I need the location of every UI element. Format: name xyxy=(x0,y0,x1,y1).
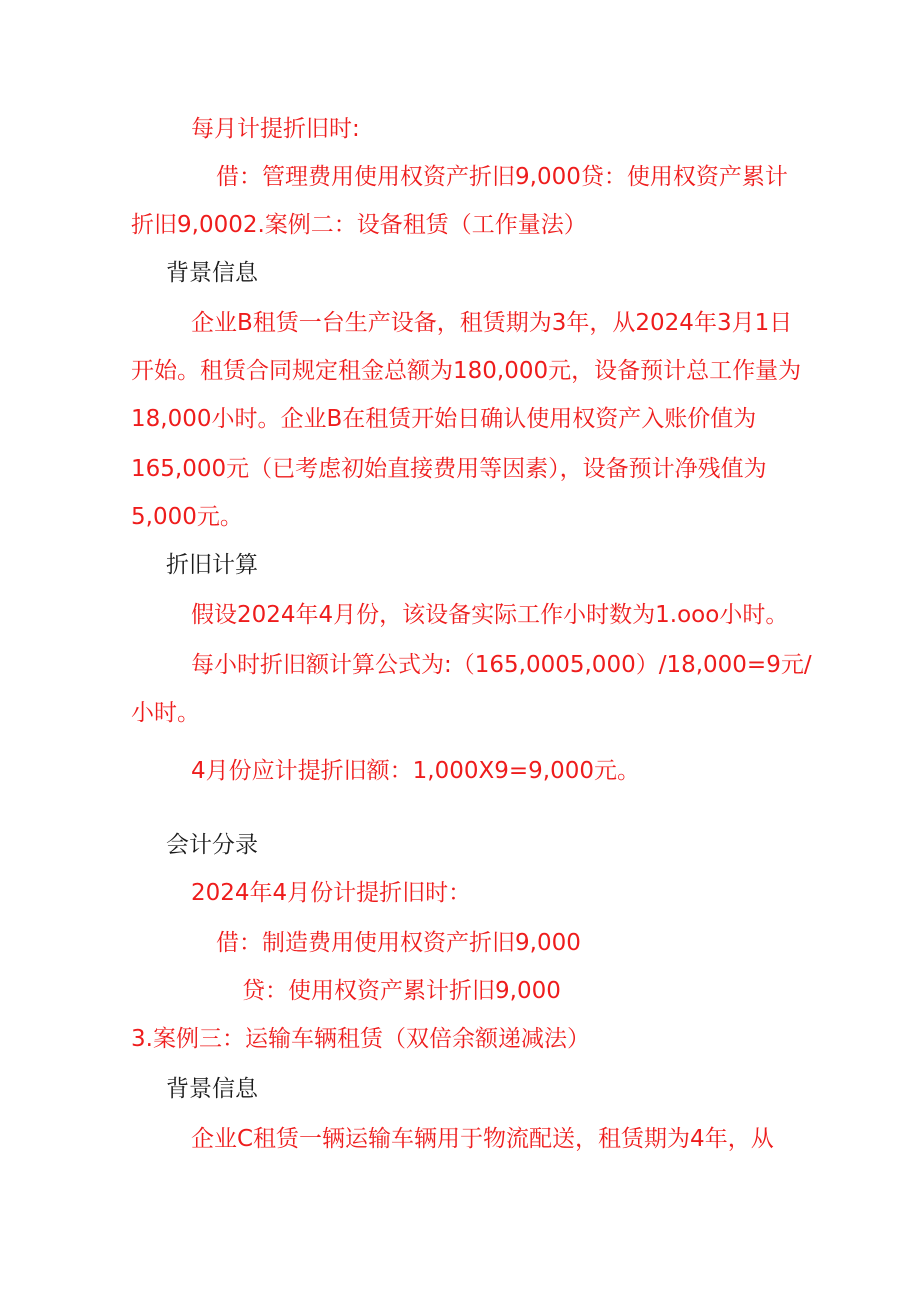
monthly-depreciation-heading: 每月计提折旧时: xyxy=(191,116,360,142)
case3-para-line-1: 企业C租赁一辆运输车辆用于物流配送，租赁期为4年，从 xyxy=(191,1126,774,1152)
april-entry-heading: 2024年4月份计提折旧时： xyxy=(191,880,472,906)
case3-heading: 3.案例三：运输车辆租赁（双倍余额递减法） xyxy=(131,1026,590,1052)
assumption-line: 假设2024年4月份，该设备实际工作小时数为1.ooo小时。 xyxy=(191,602,789,628)
formula-line-2: 小时。 xyxy=(131,700,200,726)
case2-para-line-3: 18,000小时。企业B在租赁开始日确认使用权资产入账价值为 xyxy=(131,406,757,432)
depreciation-calc-heading: 折旧计算 xyxy=(166,552,258,578)
case2-para-line-1: 企业B租赁一台生产设备，租赁期为3年，从2024年3月1日 xyxy=(191,310,793,336)
case2-para-line-2: 开始。租赁合同规定租金总额为180,000元，设备预计总工作量为 xyxy=(131,358,802,384)
formula-line-1: 每小时折旧额计算公式为:（165,0005,000）/18,000=9元/ xyxy=(191,652,812,678)
case2-para-line-5: 5,000元。 xyxy=(131,504,243,530)
background-heading-3: 背景信息 xyxy=(166,1076,258,1102)
credit-line: 贷：使用权资产累计折旧9,000 xyxy=(242,978,561,1004)
journal-entry-line-1: 借：管理费用使用权资产折旧9,000贷：使用权资产累计 xyxy=(216,164,788,190)
background-heading-2: 背景信息 xyxy=(166,260,258,286)
debit-line: 借：制造费用使用权资产折旧9,000 xyxy=(216,930,581,956)
case2-para-line-4: 165,000元（已考虑初始直接费用等因素），设备预计净残值为 xyxy=(131,456,767,482)
april-depreciation-line: 4月份应计提折旧额：1,000X9=9,000元。 xyxy=(191,758,640,784)
accounting-entry-heading: 会计分录 xyxy=(166,832,258,858)
journal-entry-line-2: 折旧9,0002.案例二：设备租赁（工作量法） xyxy=(131,212,587,238)
